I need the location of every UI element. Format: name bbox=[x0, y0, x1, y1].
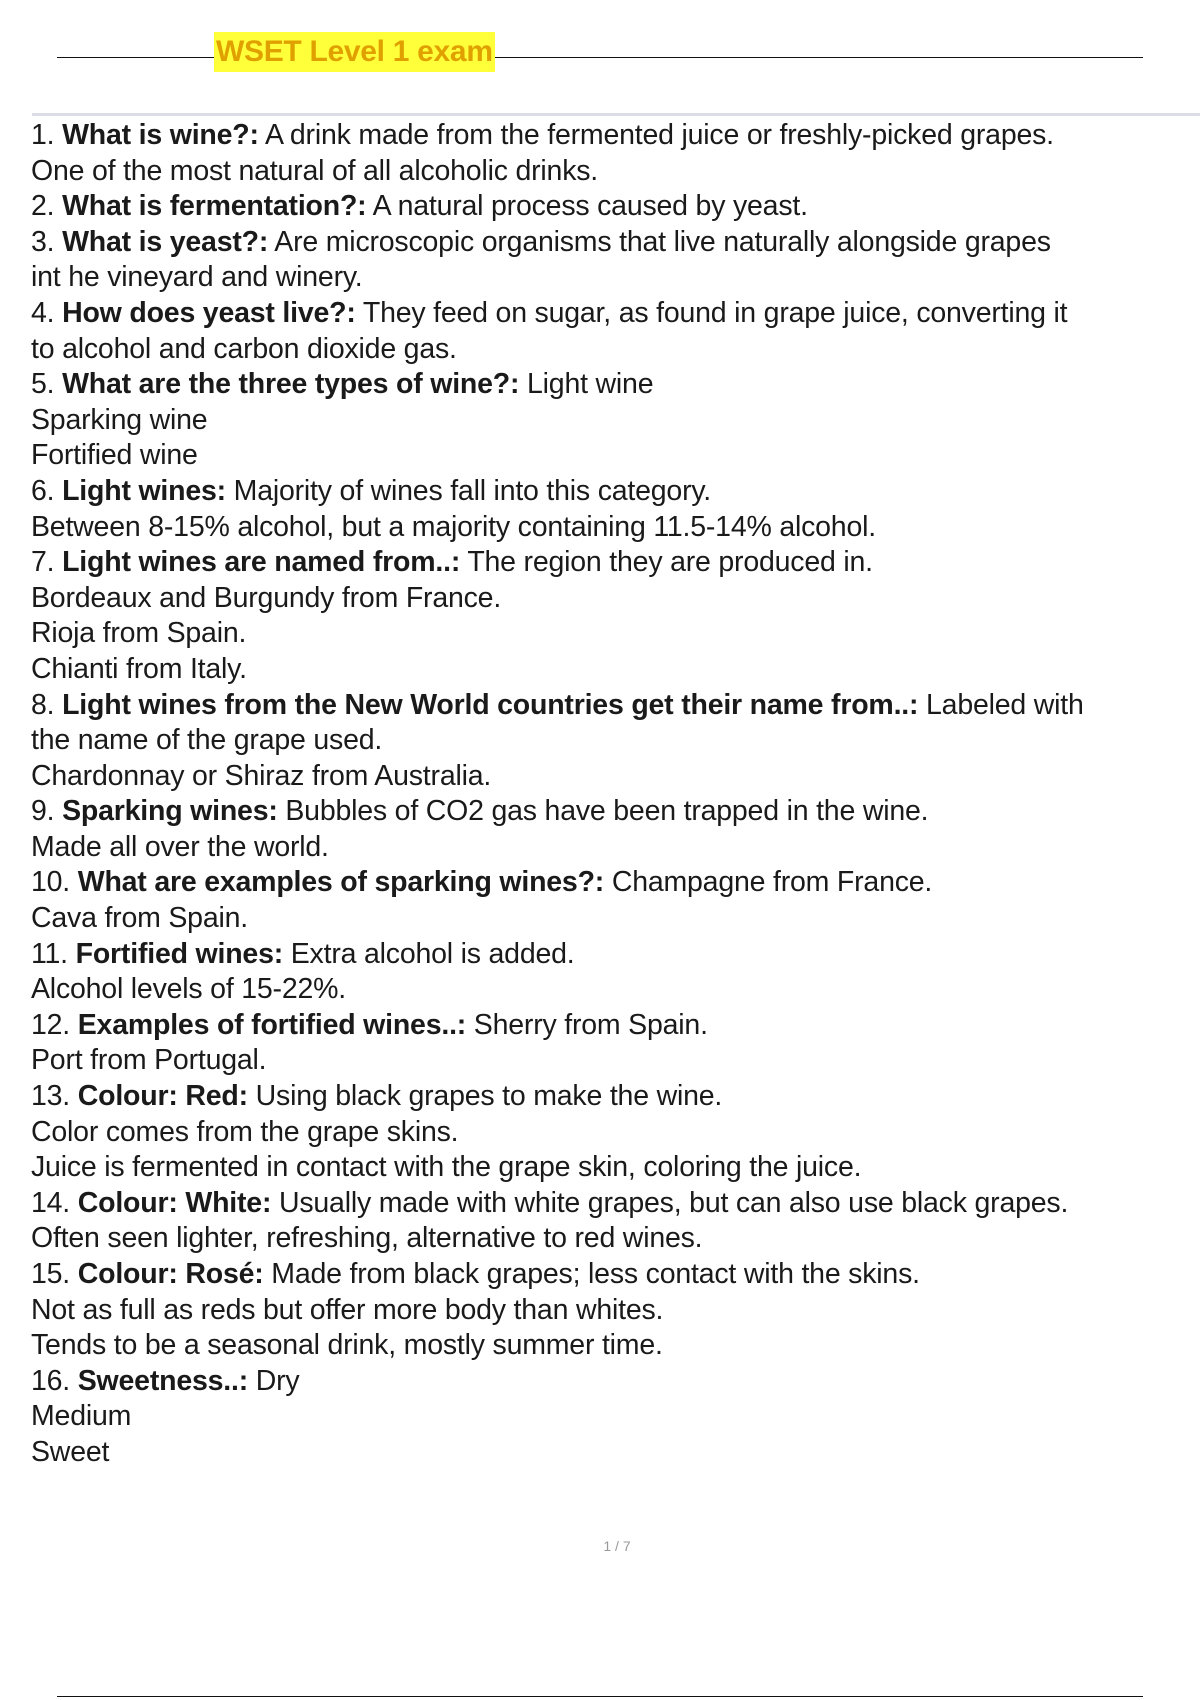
qa-answer: Sherry from Spain. bbox=[473, 1008, 708, 1041]
qa-list bbox=[31, 118, 1200, 1471]
qa-answer: Champagne from France. bbox=[611, 866, 933, 899]
qa-question: How does yeast live?: bbox=[62, 296, 356, 329]
qa-answer-continuation: Juice is fermented in contact with the grape skin, coloring the juice. bbox=[31, 1151, 862, 1184]
qa-question: What are examples of sparking wines?: bbox=[77, 866, 605, 899]
qa-item bbox=[31, 296, 1200, 332]
qa-answer-continuation: Often seen lighter, refreshing, alternative to red wines. bbox=[31, 1222, 703, 1255]
qa-number: 15. bbox=[31, 1258, 71, 1290]
qa-item bbox=[31, 865, 1200, 901]
qa-number: 7. bbox=[31, 546, 55, 579]
qa-answer-continuation: Between 8-15% alcohol, but a majority containing 11.5-14% alcohol. bbox=[31, 510, 876, 543]
qa-question: What is yeast?: bbox=[62, 225, 269, 258]
qa-question: Sparking wines: bbox=[62, 795, 278, 828]
qa-item bbox=[31, 1364, 1200, 1400]
qa-answer: Using black grapes to make the wine. bbox=[255, 1080, 723, 1113]
qa-answer-continuation: Alcohol levels of 15-22%. bbox=[31, 973, 347, 1006]
qa-question: Examples of fortified wines..: bbox=[77, 1008, 467, 1041]
qa-item bbox=[31, 118, 1200, 154]
qa-answer-continuation: One of the most natural of all alcoholic drinks. bbox=[31, 154, 599, 187]
qa-answer-continuation: Sparking wine bbox=[31, 403, 208, 436]
qa-question: Colour: White: bbox=[77, 1186, 272, 1219]
qa-number: 10. bbox=[31, 866, 71, 899]
qa-item bbox=[31, 225, 1200, 261]
qa-item bbox=[31, 1257, 1200, 1293]
qa-answer: A drink made from the fermented juice or freshly-picked grapes. bbox=[264, 119, 1054, 151]
qa-answer: Usually made with white grapes, but can also use black grapes. bbox=[278, 1186, 1069, 1219]
qa-number: 14. bbox=[31, 1186, 71, 1219]
qa-question: What is wine?: bbox=[62, 119, 259, 151]
qa-number: 3. bbox=[31, 225, 55, 258]
qa-number: 16. bbox=[31, 1364, 71, 1397]
qa-number: 4. bbox=[31, 296, 55, 329]
qa-number: 11. bbox=[31, 937, 68, 970]
qa-question: Light wines from the New World countries get their name from..: bbox=[62, 688, 919, 721]
qa-question: Sweetness..: bbox=[77, 1364, 249, 1397]
qa-answer-continuation: Cava from Spain. bbox=[31, 902, 248, 935]
qa-number: 13. bbox=[31, 1080, 71, 1113]
qa-question: Light wines: bbox=[62, 474, 226, 507]
qa-answer-continuation: Made all over the world. bbox=[31, 830, 329, 863]
qa-question: Light wines are named from..: bbox=[62, 546, 461, 579]
qa-answer: Extra alcohol is added. bbox=[290, 937, 575, 970]
qa-number: 1. bbox=[31, 119, 55, 151]
qa-answer: Labeled with bbox=[926, 688, 1084, 721]
qa-item bbox=[31, 474, 1200, 510]
qa-number: 12. bbox=[31, 1008, 71, 1041]
qa-item bbox=[31, 545, 1200, 581]
qa-item bbox=[31, 1008, 1200, 1044]
page-number: 1 / 7 bbox=[603, 1538, 631, 1554]
qa-answer-continuation: Medium bbox=[31, 1400, 132, 1433]
qa-answer: A natural process caused by yeast. bbox=[372, 190, 808, 223]
qa-item bbox=[31, 367, 1200, 403]
qa-answer-continuation: Not as full as reds but offer more body than whites. bbox=[31, 1293, 664, 1326]
qa-question: Colour: Rosé: bbox=[77, 1258, 264, 1290]
qa-item bbox=[31, 189, 1200, 225]
qa-answer-continuation: to alcohol and carbon dioxide gas. bbox=[31, 332, 457, 365]
qa-answer-continuation: Chardonnay or Shiraz from Australia. bbox=[31, 759, 492, 792]
qa-item bbox=[31, 937, 1200, 973]
qa-answer-continuation: Chianti from Italy. bbox=[31, 652, 247, 685]
page-header bbox=[57, 32, 1143, 76]
qa-answer: Light wine bbox=[527, 368, 654, 401]
qa-answer: Are microscopic organisms that live naturally alongside grapes bbox=[274, 225, 1051, 258]
qa-question: Fortified wines: bbox=[75, 937, 284, 970]
qa-answer-continuation: Rioja from Spain. bbox=[31, 617, 247, 650]
qa-number: 5. bbox=[31, 368, 55, 401]
qa-answer-continuation: Tends to be a seasonal drink, mostly summer time. bbox=[31, 1329, 663, 1362]
qa-answer-continuation: the name of the grape used. bbox=[31, 724, 383, 757]
content-top-divider bbox=[32, 113, 1200, 116]
qa-number: 9. bbox=[31, 795, 55, 828]
qa-item bbox=[31, 794, 1200, 830]
qa-answer-continuation: Port from Portugal. bbox=[31, 1044, 267, 1077]
qa-answer: The region they are produced in. bbox=[467, 546, 873, 579]
qa-item bbox=[31, 1186, 1200, 1222]
qa-answer: They feed on sugar, as found in grape juice, converting it bbox=[362, 296, 1068, 329]
qa-answer: Dry bbox=[255, 1364, 300, 1397]
qa-item bbox=[31, 688, 1200, 724]
qa-answer: Made from black grapes; less contact with the skins. bbox=[271, 1258, 920, 1290]
qa-number: 2. bbox=[31, 190, 55, 223]
qa-answer-continuation: Color comes from the grape skins. bbox=[31, 1115, 459, 1148]
footer-rule bbox=[57, 1696, 1143, 1697]
qa-answer: Majority of wines fall into this category. bbox=[233, 474, 712, 507]
qa-number: 6. bbox=[31, 474, 55, 507]
qa-answer-continuation: Sweet bbox=[31, 1435, 110, 1468]
qa-question: What is fermentation?: bbox=[62, 190, 367, 223]
document-title: WSET Level 1 exam bbox=[214, 32, 495, 72]
qa-question: What are the three types of wine?: bbox=[62, 368, 520, 401]
qa-answer-continuation: Bordeaux and Burgundy from France. bbox=[31, 581, 502, 614]
qa-answer-continuation: int he vineyard and winery. bbox=[31, 261, 363, 294]
qa-answer: Bubbles of CO2 gas have been trapped in the wine. bbox=[285, 795, 929, 828]
qa-answer-continuation: Fortified wine bbox=[31, 439, 198, 472]
qa-number: 8. bbox=[31, 688, 55, 721]
qa-question: Colour: Red: bbox=[77, 1080, 248, 1113]
qa-item bbox=[31, 1079, 1200, 1115]
